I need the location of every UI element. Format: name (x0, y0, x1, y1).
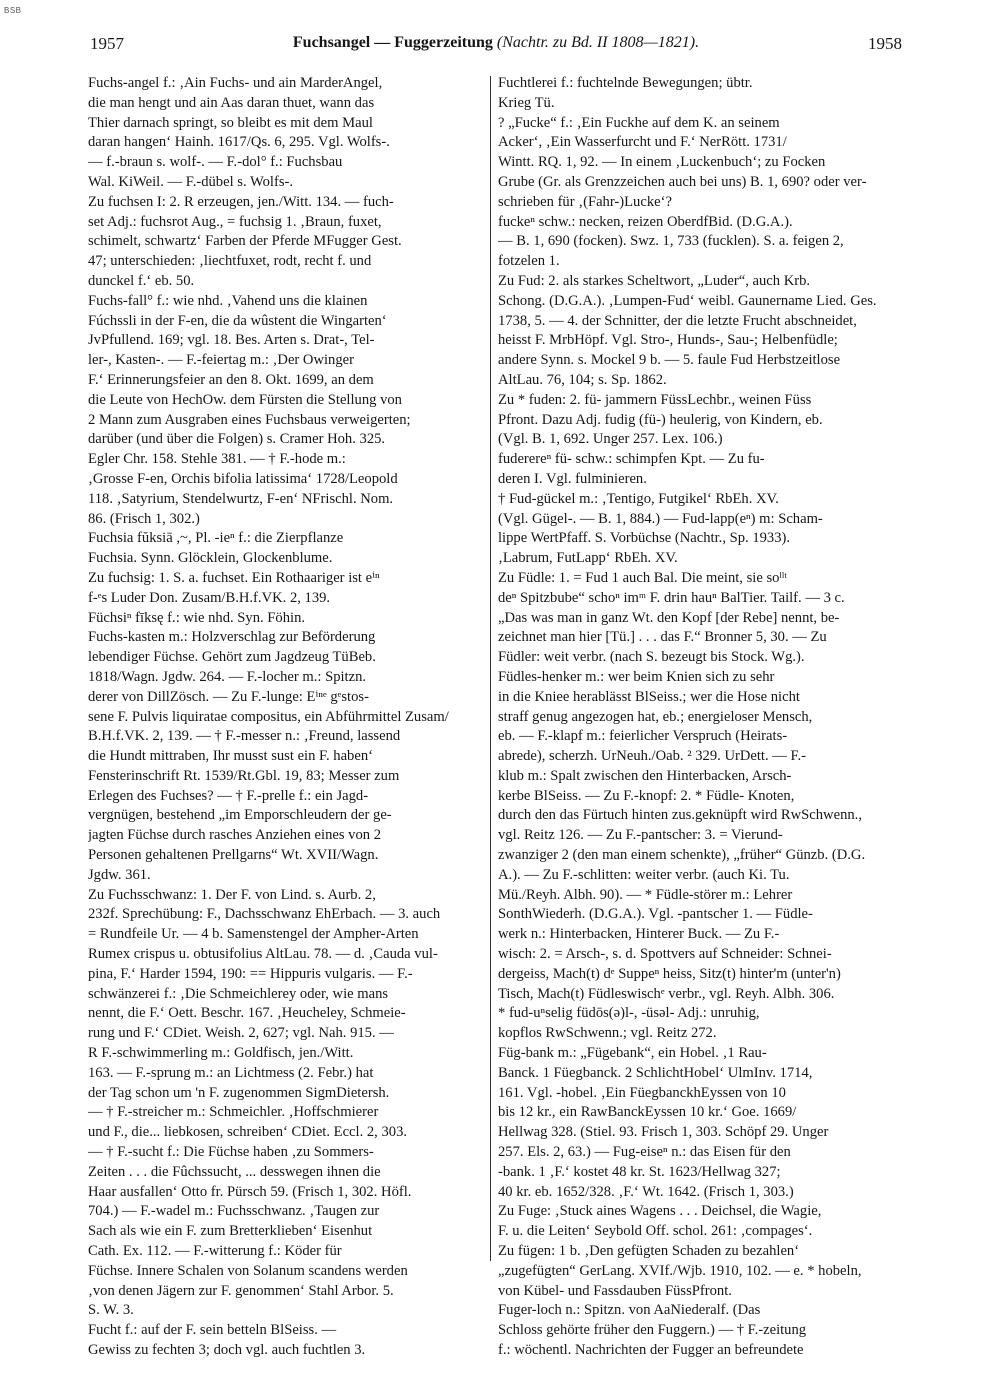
text-line: fotzelen 1. (498, 253, 560, 270)
page-number-right: 1958 (868, 34, 902, 53)
text-line: deⁿ Spitzbube“ schoⁿ imᵐ F. drin hauⁿ BalTier. Tailf. — 3 c. (498, 589, 845, 606)
text-line: Cath. Ex. 112. — F.-witterung f.: Köder für (88, 1243, 342, 1260)
text-line: kerbe BlSeiss. — Zu F.-knopf: 2. * Füdle- Knoten, (498, 787, 795, 804)
text-line: pina, F.‘ Harder 1594, 190: == Hippuris vulgaris. — F.- (88, 965, 413, 982)
text-line: Füchsiⁿ fīksę f.: wie nhd. Syn. Föhin. (88, 609, 306, 626)
text-line: vergnügen, bestehend „im Emporschleudern der ge- (88, 807, 392, 824)
text-line: 704.) — F.-wadel m.: Fuchsschwanz. ‚Taugen zur (88, 1203, 380, 1220)
text-line: F. u. die Leiten‘ Seybold Off. schol. 261: ‚compages‘. (498, 1223, 813, 1240)
text-line: Zu fuchsig: 1. S. a. fuchset. Ein Rothaariger ist eⁱⁿ (88, 569, 380, 586)
text-line: — † F.-streicher m.: Schmeichler. ‚Hoffschmierer (88, 1104, 379, 1121)
text-line: Thier darnach springt, so bleibt es mit dem Maul (88, 114, 373, 131)
text-line: ? „Fucke“ f.: ‚Ein Fuckhe auf dem K. an seinem (498, 114, 780, 131)
left-column (88, 74, 478, 1361)
text-line: R F.-schwimmerling m.: Goldfisch, jen./Witt. (88, 1045, 354, 1062)
text-line: Zu Fud: 2. als starkes Scheltwort, „Luder“, auch Krb. (498, 272, 811, 289)
right-column (498, 74, 888, 1361)
text-line: lebendiger Füchse. Gehört zum Jagdzeug TüBeb. (88, 649, 376, 666)
text-line: Fuger-loch n.: Spitzn. von AaNiederalf. (Das (498, 1302, 761, 1319)
text-line: Zu fügen: 1 b. ‚Den gefügten Schaden zu bezahlen‘ (498, 1243, 800, 1260)
text-line: Personen gehaltenen Prellgarns“ Wt. XVII/Wagn. (88, 847, 379, 864)
text-line: 163. — F.-sprung m.: an Lichtmess (2. Febr.) hat (88, 1064, 374, 1081)
text-line: durch den das Fürtuch hinten zus.geknüpft wird RwSchwenn., (498, 807, 862, 824)
text-line: Fuchsia. Synn. Glöcklein, Glockenblume. (88, 550, 333, 567)
text-line: ‚Grosse F-en, Orchis bifolia latissima‘ 1728/Leopold (88, 470, 398, 487)
text-line: Hellwag 328. (Stiel. 93. Frisch 1, 303. Schöpf 29. Unger (498, 1124, 829, 1141)
text-line: Grube (Gr. als Grenzzeichen auch bei uns) B. 1, 690? oder ver- (498, 173, 867, 190)
text-line: Banck. 1 Füegbanck. 2 SchlichtHobel‘ UlmInv. 1714, (498, 1064, 813, 1081)
text-line: dunckel f.‘ eb. 50. (88, 272, 195, 289)
text-line: S. W. 3. (88, 1302, 134, 1319)
text-line: lippe WertPfaff. S. Vorbüchse (Nachtr., Sp. 1933). (498, 530, 791, 547)
column-divider (490, 76, 491, 1261)
text-line: F.‘ Erinnerungsfeier an den 8. Okt. 1699, an dem (88, 371, 374, 388)
text-line: Fuchsia fŭksiā ,~, Pl. -ieⁿ f.: die Zierpflanze (88, 530, 344, 547)
text-line: 1818/Wagn. Jgdw. 264. — F.-locher m.: Spitzn. (88, 668, 367, 685)
text-line: zwanziger 2 (den man einem schenkte), „früher“ Günzb. (D.G. (498, 847, 866, 864)
text-line: bis 12 kr., ein RawBanckEyssen 10 kr.‘ Goe. 1669/ (498, 1104, 797, 1121)
running-head (90, 34, 902, 52)
text-line: 257. Els. 2, 63.) — Fug-eiseⁿ n.: das Eisen für den (498, 1144, 791, 1161)
text-line: ‚von denen Jägern zur F. genommen‘ Stahl Arbor. 5. (88, 1282, 394, 1299)
text-line: fuckeⁿ schw.: necken, reizen OberdfBid. (D.G.A.). (498, 213, 793, 230)
text-line: Füg-bank m.: „Fügebank“, ein Hobel. ‚1 Rau- (498, 1045, 767, 1062)
text-line: Pfront. Dazu Adj. fudig (fü-) heulerig, von Kindern, eb. (498, 411, 823, 428)
text-line: schimelt, schwartz‘ Farben der Pferde MFugger Gest. (88, 233, 402, 250)
text-line: Tisch, Mach(t) Füdleswischᵉ verbr., vgl. Reyh. Albh. 306. (498, 985, 835, 1002)
text-line: die Hundt mittraben, Ihr musst sust ein F. haben‘ (88, 748, 373, 765)
text-line: werk n.: Hinterbacken, Hinterer Buck. — Zu F.- (498, 926, 780, 943)
text-line: Zu Fuge: ‚Stuck aines Wagens . . . Deichsel, die Wagie, (498, 1203, 822, 1220)
text-line: Fuchs-angel f.: ‚Ain Fuchs- und ain MarderAngel, (88, 75, 383, 91)
text-line: Mü./Reyh. Albh. 90). — * Füdle-störer m.: Lehrer (498, 886, 793, 903)
text-line: 40 kr. eb. 1652/328. ‚F.‘ Wt. 1642. (Frisch 1, 303.) (498, 1183, 794, 1200)
text-line: Fuchs-fall° f.: wie nhd. ‚Vahend uns die klainen (88, 292, 368, 309)
text-line: 47; unterschieden: ‚liechtfuxet, rodt, recht f. und (88, 253, 372, 270)
text-line: ‚Labrum, FutLapp‘ RbEh. XV. (498, 550, 678, 567)
text-line: deren I. Vgl. fulminieren. (498, 470, 647, 487)
text-line: rung und F.‘ CDiet. Weish. 2, 627; vgl. Nah. 915. — (88, 1025, 394, 1042)
text-line: heisst F. MrbHöpf. Vgl. Stro-, Hunds-, Sau-; Helbenfüdle; (498, 332, 838, 349)
text-line: klub m.: Spalt zwischen den Hinterbacken, Arsch- (498, 767, 792, 784)
text-line: (Vgl. B. 1, 692. Unger 257. Lex. 106.) (498, 431, 723, 448)
text-line: Zu Füdle: 1. = Fud 1 auch Bal. Die meint, sie soˡˡᵗ (498, 569, 788, 586)
text-line: Gewiss zu fechten 3; doch vgl. auch fuchtlen 3. (88, 1342, 366, 1358)
text-line: nennt, die F.‘ Oett. Beschr. 167. ‚Heucheley, Schmeie- (88, 1005, 406, 1022)
text-line: schwänzerei f.: ‚Die Schmeichlerey oder, wie mans (88, 985, 389, 1002)
text-line: Fuchs-kasten m.: Holzverschlag zur Beförderung (88, 629, 376, 646)
text-line: * fud-uⁿselig füdōs(ə)l-, -üsəl- Adj.: unruhig, (498, 1005, 760, 1022)
text-line: 161. Vgl. -hobel. ‚Ein FüegbanckhEyssen von 10 (498, 1084, 786, 1101)
text-line: in die Kniee herablässt BlSeiss.; wer die Hose nicht (498, 688, 800, 705)
text-line: abrede), scherzh. UrNeuh./Oab. ² 329. UrDett. — F.- (498, 748, 806, 765)
text-line: JvPfullend. 169; vgl. 18. Bes. Arten s. Drat-, Tel- (88, 332, 375, 349)
text-line: Acker‘, ‚Ein Wasserfurcht und F.‘ NerRött. 1731/ (498, 134, 787, 151)
text-line: — f.-braun s. wolf-. — F.-dol° f.: Fuchsbau (88, 154, 343, 171)
text-line: Fuchtlerei f.: fuchtelnde Bewegungen; übtr. (498, 75, 753, 91)
text-line: zeichnet man hier [Tü.] . . . das F.“ Bronner 5, 30. — Zu (498, 629, 827, 646)
text-line: Fucht f.: auf der F. sein betteln BlSeiss. — (88, 1322, 337, 1339)
text-line: derer von DillZösch. — Zu F.-lunge: Eⁱⁿᵉ gᵉstos- (88, 688, 369, 705)
text-line: Erlegen des Fuchses? — † F.-prelle f.: ein Jagd- (88, 787, 369, 804)
text-line: Krieg Tü. (498, 94, 555, 111)
text-line: und F., die... liebkosen, schreiben‘ CDiet. Eccl. 2, 303. (88, 1124, 408, 1141)
text-line: Zu * fuden: 2. fü- jammern FüssLechbr., weinen Füss (498, 391, 812, 408)
text-line: Fúchssli in der F-en, die da wûstent die Wingarten‘ (88, 312, 387, 329)
text-line: 86. (Frisch 1, 302.) (88, 510, 200, 527)
running-head-title: Fuchsangel — Fuggerzeitung (292, 34, 493, 51)
text-line: daran hangen‘ Hainh. 1617/Qs. 6, 295. Vgl. Wolfs-. (88, 134, 390, 151)
text-line: „zugefügten“ GerLang. XVIf./Wjb. 1910, 102. — e. * hobeln, (498, 1262, 862, 1279)
text-line: = Rundfeile Ur. — 4 b. Samenstengel der Ampher-Arten (88, 926, 419, 943)
text-line: Wal. KiWeil. — F.-dübel s. Wolfs-. (88, 173, 294, 190)
text-line: von Kübel- und Fassdauben FüssPfront. (498, 1282, 732, 1299)
text-line: (Vgl. Gügel-. — B. 1, 884.) — Fud-lapp(eⁿ) m: Scham- (498, 510, 823, 527)
text-line: AltLau. 76, 104; s. Sp. 1862. (498, 371, 667, 388)
text-line: sene F. Pulvis liquiratae compositus, ein Abführmittel Zusam/ (88, 708, 449, 725)
text-line: Haar ausfallen‘ Otto fr. Pürsch 59. (Frisch 1, 302. Höfl. (88, 1183, 412, 1200)
text-line: der Tag schon um 'n F. zugenommen SigmDietersh. (88, 1084, 390, 1101)
text-line: Rumex crispus u. obtusifolius AltLau. 78. — d. ‚Cauda vul- (88, 946, 438, 963)
text-line: B.H.f.VK. 2, 139. — † F.-messer n.: ‚Freund, lassend (88, 728, 401, 745)
text-line: 232f. Sprechübung: F., Dachsschwanz EhErbach. — 3. auch (88, 906, 441, 923)
page-header (90, 34, 902, 58)
text-line: schrieben für ‚(Fahr-)Lucke‘? (498, 193, 672, 210)
text-line: die man hengt und ain Aas daran thuet, wann das (88, 94, 375, 111)
text-line: Jgdw. 361. (88, 866, 151, 883)
text-line: fuderereⁿ fü- schw.: schimpfen Kpt. — Zu fu- (498, 451, 765, 468)
text-line: 1738, 5. — 4. der Schnitter, der die letzte Frucht abschneidet, (498, 312, 857, 329)
text-line: A.). — Zu F.-schlitten: weiter verbr. (auch Ki. Tu. (498, 866, 790, 883)
text-line: Wintt. RQ. 1, 92. — In einem ‚Luckenbuch‘; zu Focken (498, 154, 826, 171)
text-line: andere Synn. s. Mockel 9 b. — 5. faule Fud Herbstzeitlose (498, 352, 841, 369)
text-line: f-ᵉs Luder Don. Zusam/B.H.f.VK. 2, 139. (88, 589, 331, 606)
text-line: ler-, Kasten-. — F.-feiertag m.: ‚Der Owinger (88, 352, 354, 369)
text-line: Schong. (D.G.A.). ‚Lumpen-Fud‘ weibl. Gaunername Lied. Ges. (498, 292, 877, 309)
text-line: Zu fuchsen I: 2. R erzeugen, jen./Witt. 134. — fuch- (88, 193, 394, 210)
running-head-subtitle: (Nachtr. zu Bd. II 1808—1821). (496, 34, 700, 51)
text-line: jagten Füchse durch rasches Anziehen eines von 2 (88, 827, 382, 844)
text-line: † Fud-gückel m.: ‚Tentigo, Futgikel‘ RbEh. XV. (498, 490, 779, 507)
text-line: Füdles-henker m.: wer beim Knien sich zu sehr (498, 668, 775, 685)
page-number-left: 1957 (90, 34, 124, 53)
text-line: Egler Chr. 158. Stehle 381. — † F.-hode m.: (88, 451, 346, 468)
text-line: Sach als wie ein F. zum Bretterklieben‘ Eisenhut (88, 1223, 373, 1240)
text-line: set Adj.: fuchsrot Aug., = fuchsig 1. ‚Braun, fuxet, (88, 213, 382, 230)
text-line: Zu Fuchsschwanz: 1. Der F. von Lind. s. Aurb. 2, (88, 886, 376, 903)
text-line: eb. — F.-klapf m.: feierlicher Verspruch (Heirats- (498, 728, 788, 745)
text-line: straff genug angezogen hat, eb.; energieloser Mensch, (498, 708, 813, 725)
text-line: — B. 1, 690 (focken). Swz. 1, 733 (fucklen). S. a. feigen 2, (498, 233, 844, 250)
text-line: darüber (und über die Folgen) s. Cramer Hoh. 325. (88, 431, 386, 448)
text-line: Zeiten . . . die Fûchssucht, ... desswegen ihnen die (88, 1163, 381, 1180)
library-stamp: BSB (4, 6, 22, 15)
text-line: wisch: 2. = Arsch-, s. d. Spottvers auf Schneider: Schnei- (498, 946, 832, 963)
text-line: 2 Mann zum Ausgraben eines Fuchsbaus verweigerten; (88, 411, 411, 428)
text-line: die Leute von HechOw. dem Fürsten die Stellung von (88, 391, 402, 408)
text-line: Füchse. Innere Schalen von Solanum scandens werden (88, 1262, 408, 1279)
text-line: f.: wöchentl. Nachrichten der Fugger an befreundete (498, 1342, 804, 1358)
text-line: Schloss gehörte früher den Fuggern.) — † F.-zeitung (498, 1322, 807, 1339)
text-line: Fensterinschrift Rt. 1539/Rt.Gbl. 19, 83; Messer zum (88, 767, 400, 784)
text-line: „Das was man in ganz Wt. den Kopf [der Rebe] nennt, be- (498, 609, 840, 626)
text-line: SonthWiederh. (D.G.A.). Vgl. -pantscher 1. — Füdle- (498, 906, 813, 923)
text-line: dergeiss, Mach(t) dᵉ Suppeⁿ heiss, Sitz(t) hinter'm (unter'n) (498, 965, 841, 982)
text-line: vgl. Reitz 126. — Zu F.-pantscher: 3. = Vierund- (498, 827, 783, 844)
text-line: kopflos RwSchwenn.; vgl. Reitz 272. (498, 1025, 717, 1042)
text-line: 118. ‚Satyrium, Stendelwurtz, F-en‘ NFrischl. Nom. (88, 490, 394, 507)
text-line: — † F.-sucht f.: Die Füchse haben ‚zu Sommers- (88, 1144, 374, 1161)
text-line: Füdler: weit verbr. (nach S. bezeugt bis Stock. Wg.). (498, 649, 805, 666)
text-line: -bank. 1 ‚F.‘ kostet 48 kr. St. 1623/Hellwag 327; (498, 1163, 781, 1180)
